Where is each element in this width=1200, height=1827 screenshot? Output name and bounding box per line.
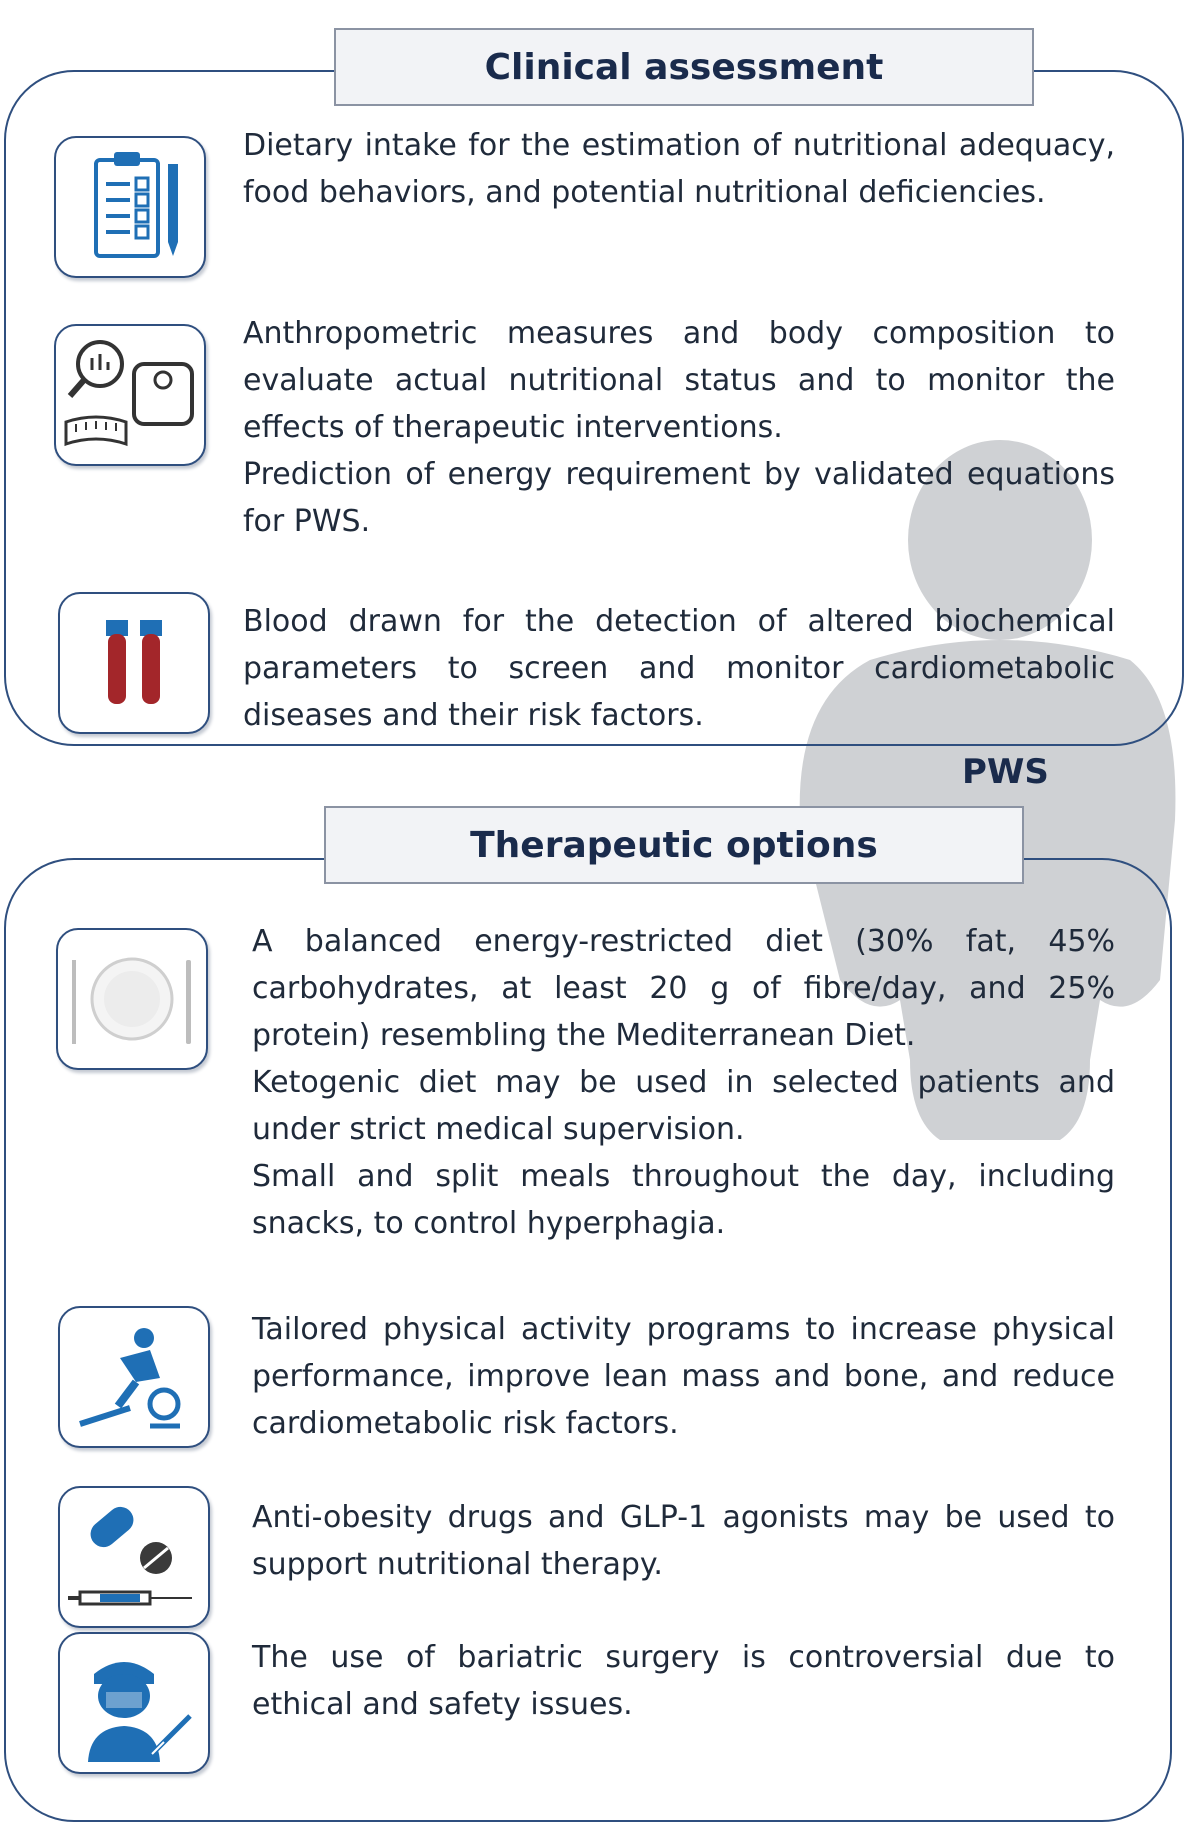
therapy-text-4 (252, 1634, 1115, 1728)
therapy-paragraph: A balanced energy-restricted diet (30% fat, 45% carbohydrates, at least 20 g of fibre/day, and 25% protein) resembling the Mediterranean Diet. (252, 924, 1115, 1053)
therapy-text-2 (252, 1306, 1115, 1447)
clipboard-checklist-icon (54, 136, 206, 278)
therapy-text-1 (252, 918, 1115, 1247)
therapy-text-3 (252, 1494, 1115, 1588)
blood-tubes-icon (58, 592, 210, 734)
assessment-paragraph: Blood drawn for the detection of altered biochemical parameters to screen and monitor cardiometabolic diseases and their risk factors. (243, 604, 1115, 733)
clinical-assessment-title: Clinical assessment (334, 28, 1034, 106)
assessment-text-1 (243, 122, 1115, 216)
therapeutic-options-title: Therapeutic options (324, 806, 1024, 884)
pills-syringe-icon (58, 1486, 210, 1628)
assessment-paragraph: Anthropometric measures and body composition to evaluate actual nutritional status and to monitor the effects of therapeutic interventions. (243, 316, 1115, 445)
assessment-paragraph: Prediction of energy requirement by validated equations for PWS. (243, 457, 1115, 539)
exercise-bike-icon (58, 1306, 210, 1448)
therapy-paragraph: Tailored physical activity programs to increase physical performance, improve lean mass and bone, and reduce cardiometabolic risk factors. (252, 1312, 1115, 1441)
assessment-paragraph: Dietary intake for the estimation of nutritional adequacy, food behaviors, and potential nutritional deficiencies. (243, 128, 1115, 210)
therapy-paragraph: Anti-obesity drugs and GLP-1 agonists may be used to support nutritional therapy. (252, 1500, 1115, 1582)
anthropometry-icon (54, 324, 206, 466)
therapy-paragraph: Small and split meals throughout the day, including snacks, to control hyperphagia. (252, 1159, 1115, 1241)
pws-label: PWS (962, 752, 1049, 792)
therapy-paragraph: The use of bariatric surgery is controversial due to ethical and safety issues. (252, 1640, 1115, 1722)
assessment-text-3 (243, 598, 1115, 739)
plate-cutlery-icon (56, 928, 208, 1070)
assessment-text-2 (243, 310, 1115, 545)
surgeon-icon (58, 1632, 210, 1774)
therapy-paragraph: Ketogenic diet may be used in selected patients and under strict medical supervision. (252, 1065, 1115, 1147)
